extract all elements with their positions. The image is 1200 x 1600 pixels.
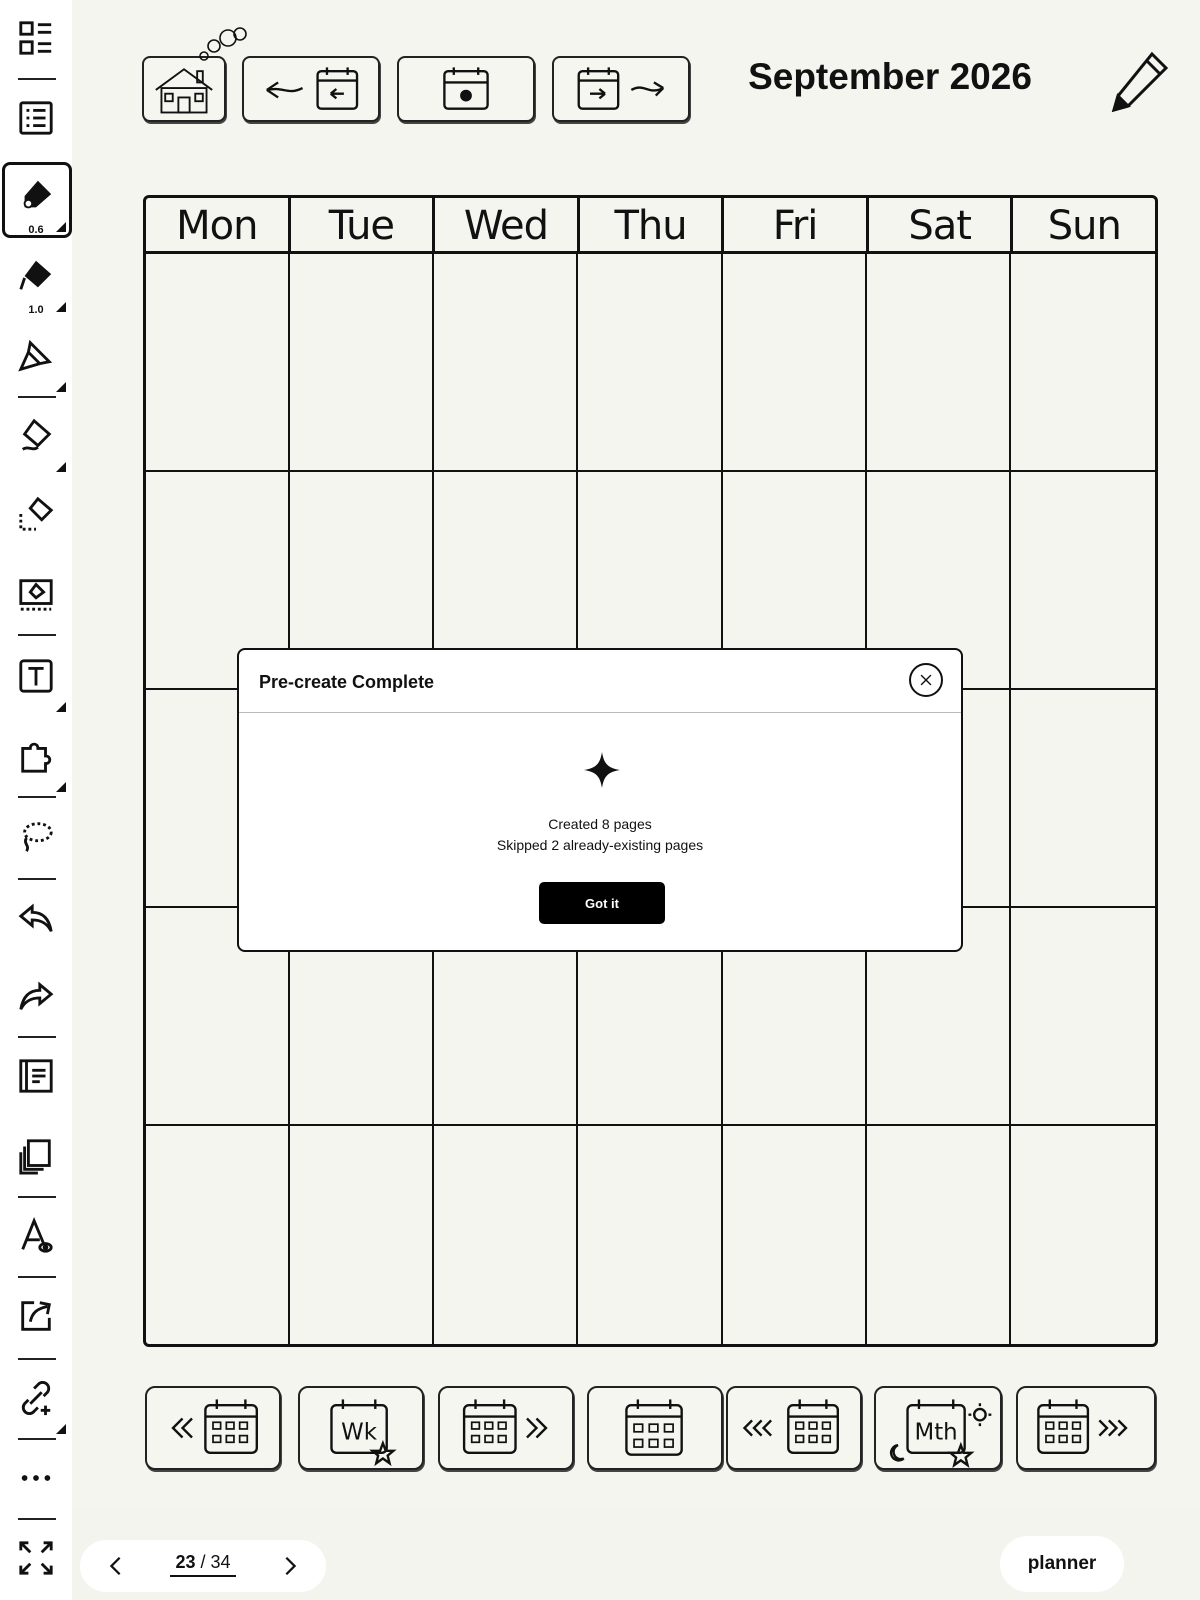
toolbar-divider — [18, 396, 56, 398]
got-it-button[interactable]: Got it — [539, 882, 665, 924]
weekday-header — [146, 198, 1155, 254]
month-label: Mth — [914, 1419, 958, 1446]
weekday-wed: Wed — [435, 198, 580, 251]
precreate-complete-dialog — [237, 648, 963, 952]
calendar-day-cell[interactable] — [1011, 472, 1155, 690]
week-label: Wk — [341, 1419, 378, 1446]
calendar-today-icon — [399, 58, 533, 120]
calendar-day-cell[interactable] — [723, 1126, 867, 1344]
toolbar-divider — [18, 1438, 56, 1440]
calendar-overview-icon — [589, 1388, 721, 1468]
text-box-icon — [17, 657, 55, 695]
toolbar-divider — [18, 796, 56, 798]
calendar-day-cell[interactable] — [146, 254, 290, 472]
area-eraser-icon — [17, 495, 55, 533]
weekday-fri: Fri — [724, 198, 869, 251]
share-icon — [17, 1297, 55, 1335]
calendar-overview-button[interactable] — [587, 1386, 723, 1470]
text-style-icon — [17, 1217, 55, 1255]
more-icon — [17, 1459, 55, 1497]
month-view-button[interactable] — [874, 1386, 1002, 1470]
current-month-button[interactable] — [397, 56, 535, 122]
clear-page-tool[interactable] — [0, 558, 72, 630]
copy-pages-button[interactable] — [0, 1120, 72, 1192]
house-icon — [144, 58, 224, 120]
fountain-pen-tool[interactable] — [0, 160, 72, 236]
next-month-bottom-button[interactable] — [1016, 1386, 1156, 1470]
calendar-day-cell[interactable] — [290, 1126, 434, 1344]
notebook-name-badge[interactable]: planner — [1000, 1536, 1124, 1592]
eraser-icon — [17, 417, 55, 455]
calendar-day-cell[interactable] — [578, 1126, 722, 1344]
month-calendar-icon — [876, 1388, 1000, 1468]
dialog-title: Pre-create Complete — [259, 672, 435, 692]
calendar-day-cell[interactable] — [867, 254, 1011, 472]
prev-calendar-icon — [244, 58, 378, 120]
calendar-day-cell[interactable] — [434, 254, 578, 472]
undo-button[interactable] — [0, 882, 72, 954]
layout-icon[interactable] — [0, 2, 72, 74]
toolbar-divider — [18, 1358, 56, 1360]
home-button[interactable] — [142, 56, 226, 122]
weekday-mon: Mon — [146, 198, 291, 251]
calendar-day-cell[interactable] — [1011, 254, 1155, 472]
marker-tool[interactable] — [0, 240, 72, 316]
share-button[interactable] — [0, 1280, 72, 1352]
created-pages-message: Created 8 pages — [548, 816, 652, 832]
month-title: September 2026 — [748, 56, 1032, 97]
list-icon[interactable] — [0, 82, 72, 154]
expand-corner-icon — [56, 702, 66, 712]
calendar-day-cell[interactable] — [867, 1126, 1011, 1344]
highlighter-icon — [17, 337, 55, 375]
undo-icon — [17, 899, 55, 937]
previous-month-bottom-button[interactable] — [726, 1386, 862, 1470]
left-toolbar — [0, 0, 72, 1600]
previous-page-button[interactable] — [98, 1548, 134, 1584]
page-indicator[interactable] — [170, 1552, 236, 1577]
calendar-day-cell[interactable] — [1011, 690, 1155, 908]
fullscreen-icon — [17, 1539, 55, 1577]
sparkle-icon — [584, 752, 620, 788]
current-page-number: 23 — [175, 1552, 196, 1572]
text-style-button[interactable] — [0, 1200, 72, 1272]
redo-button[interactable] — [0, 960, 72, 1032]
toolbar-divider — [18, 1276, 56, 1278]
expand-corner-icon — [56, 1424, 66, 1434]
toolbar-divider — [18, 1196, 56, 1198]
prev-month-calendar-icon — [728, 1388, 860, 1468]
puzzle-tool[interactable] — [0, 720, 72, 792]
prev-week-calendar-icon — [147, 1388, 279, 1468]
highlighter-tool[interactable] — [0, 320, 72, 392]
clear-page-icon — [17, 575, 55, 613]
next-page-button[interactable] — [272, 1548, 308, 1584]
area-eraser-tool[interactable] — [0, 478, 72, 550]
next-month-calendar-icon — [1018, 1388, 1154, 1468]
next-week-calendar-icon — [440, 1388, 572, 1468]
page-template-button[interactable] — [0, 1040, 72, 1112]
eraser-tool[interactable] — [0, 400, 72, 472]
add-link-button[interactable] — [0, 1362, 72, 1434]
dialog-header — [239, 650, 961, 713]
expand-corner-icon — [56, 382, 66, 392]
puzzle-icon — [17, 737, 55, 775]
toolbar-divider — [18, 1036, 56, 1038]
lasso-icon — [17, 817, 55, 855]
calendar-day-cell[interactable] — [434, 1126, 578, 1344]
next-month-button[interactable] — [552, 56, 690, 122]
toolbar-divider — [18, 1518, 56, 1520]
expand-corner-icon — [56, 302, 66, 312]
weekday-sun: Sun — [1047, 203, 1121, 249]
redo-icon — [17, 977, 55, 1015]
calendar-day-cell[interactable] — [1011, 1126, 1155, 1344]
fullscreen-button[interactable] — [0, 1522, 72, 1594]
smoke-icon — [194, 22, 248, 64]
toolbar-divider — [18, 78, 56, 80]
more-button[interactable] — [0, 1442, 72, 1514]
chevron-left-icon — [105, 1555, 127, 1577]
calendar-day-cell[interactable] — [290, 254, 434, 472]
copy-pages-icon — [17, 1137, 55, 1175]
page-template-icon — [17, 1057, 55, 1095]
weekday-sat: Sat — [869, 198, 1014, 251]
week-view-button[interactable] — [298, 1386, 424, 1470]
previous-month-button[interactable] — [242, 56, 380, 122]
add-link-icon — [17, 1379, 55, 1417]
week-calendar-icon — [300, 1388, 422, 1468]
chevron-right-icon — [279, 1555, 301, 1577]
page-separator: / — [200, 1552, 206, 1572]
skipped-pages-message: Skipped 2 already-existing pages — [496, 837, 704, 853]
calendar-day-cell[interactable] — [578, 254, 722, 472]
next-calendar-icon — [554, 58, 688, 120]
weekday-tue: Tue — [291, 198, 436, 251]
lasso-tool[interactable] — [0, 800, 72, 872]
expand-corner-icon — [56, 462, 66, 472]
pen-size-label: 0.6 — [28, 224, 44, 236]
toolbar-divider — [18, 634, 56, 636]
calendar-day-cell[interactable] — [146, 1126, 290, 1344]
pen-size-label: 1.0 — [28, 304, 44, 316]
calendar-day-cell[interactable] — [1011, 908, 1155, 1126]
close-button[interactable] — [909, 663, 943, 697]
marker-icon — [17, 257, 55, 295]
calendar-day-cell[interactable] — [723, 254, 867, 472]
text-box-tool[interactable] — [0, 640, 72, 712]
previous-week-button[interactable] — [145, 1386, 281, 1470]
weekday-thu: Thu — [580, 198, 725, 251]
pencil-icon[interactable] — [1108, 48, 1172, 120]
total-page-count: 34 — [210, 1552, 231, 1572]
close-icon — [919, 673, 933, 687]
next-week-button[interactable] — [438, 1386, 574, 1470]
expand-corner-icon — [56, 782, 66, 792]
toolbar-divider — [18, 878, 56, 880]
expand-corner-icon — [56, 222, 66, 232]
